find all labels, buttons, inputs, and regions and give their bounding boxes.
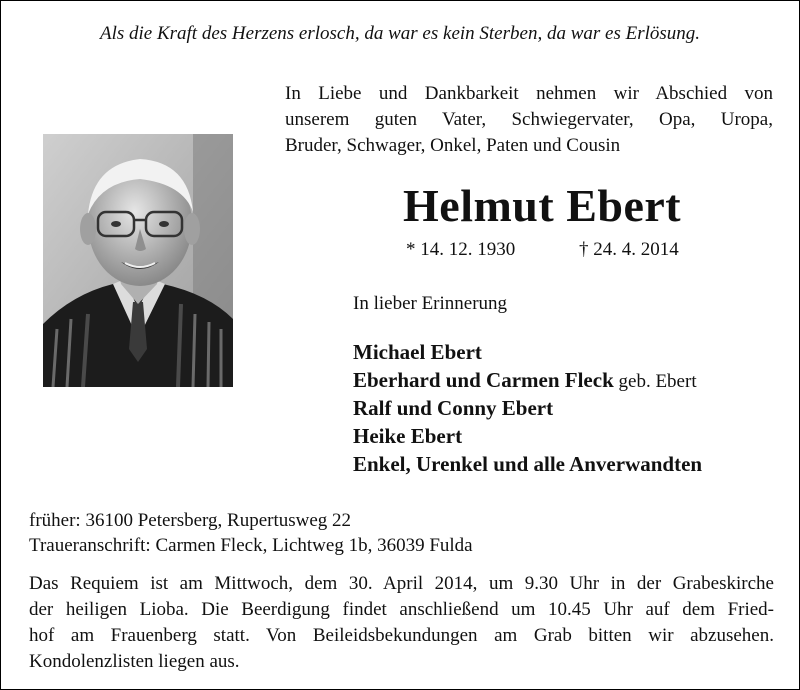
address-block [29,508,473,558]
motto: Als die Kraft des Herzens erlosch, da war es kein Sterben, da war es Erlösung. [99,23,701,44]
deceased-name: Helmut Ebert [403,180,682,231]
mourner-suffix: geb. Ebert [613,371,697,392]
mourner-name: Michael Ebert [353,340,482,364]
mourner-item [353,451,702,479]
mourner-name: Enkel, Urenkel und alle Anverwandten [353,452,703,476]
remembrance-line: In lieber Erinnerung [353,293,508,314]
death-date: † 24. 4. 2014 [579,239,679,260]
mourner-name: Eberhard und Carmen Fleck [353,368,614,392]
mourner-item [353,423,702,451]
requiem-line: hof am Frauenberg statt. Von Beileidsbekundungen am Grab bitten wir abzusehen. [29,625,774,646]
intro-line: In Liebe und Dankbarkeit nehmen wir Abschied von [285,83,773,104]
requiem-text [29,571,774,675]
intro-line: Bruder, Schwager, Onkel, Paten und Cousin [285,135,621,156]
mourner-item [353,395,702,423]
mourner-name: Heike Ebert [353,424,463,448]
requiem-line: Kondolenzlisten liegen aus. [29,651,240,672]
mourner-name: Ralf und Conny Ebert [353,396,554,420]
birth-date: * 14. 12. 1930 [406,239,516,260]
mourner-item [353,367,702,395]
intro-line: unserem guten Vater, Schwiegervater, Opa, Uropa, [285,109,773,130]
mourning-address: Traueranschrift: Carmen Fleck, Lichtweg 1b, 36039 Fulda [29,535,473,556]
intro-text [285,81,773,159]
portrait-photo [43,134,233,387]
former-address: früher: 36100 Petersberg, Rupertusweg 22 [29,510,352,531]
mourners-list [353,339,702,479]
mourner-item [353,339,702,367]
requiem-line: Das Requiem ist am Mittwoch, dem 30. April 2014, um 9.30 Uhr in der Grabeskirche [29,573,774,594]
requiem-line: der heiligen Lioba. Die Beerdigung findet anschließend um 10.45 Uhr auf dem Fried- [29,599,774,620]
